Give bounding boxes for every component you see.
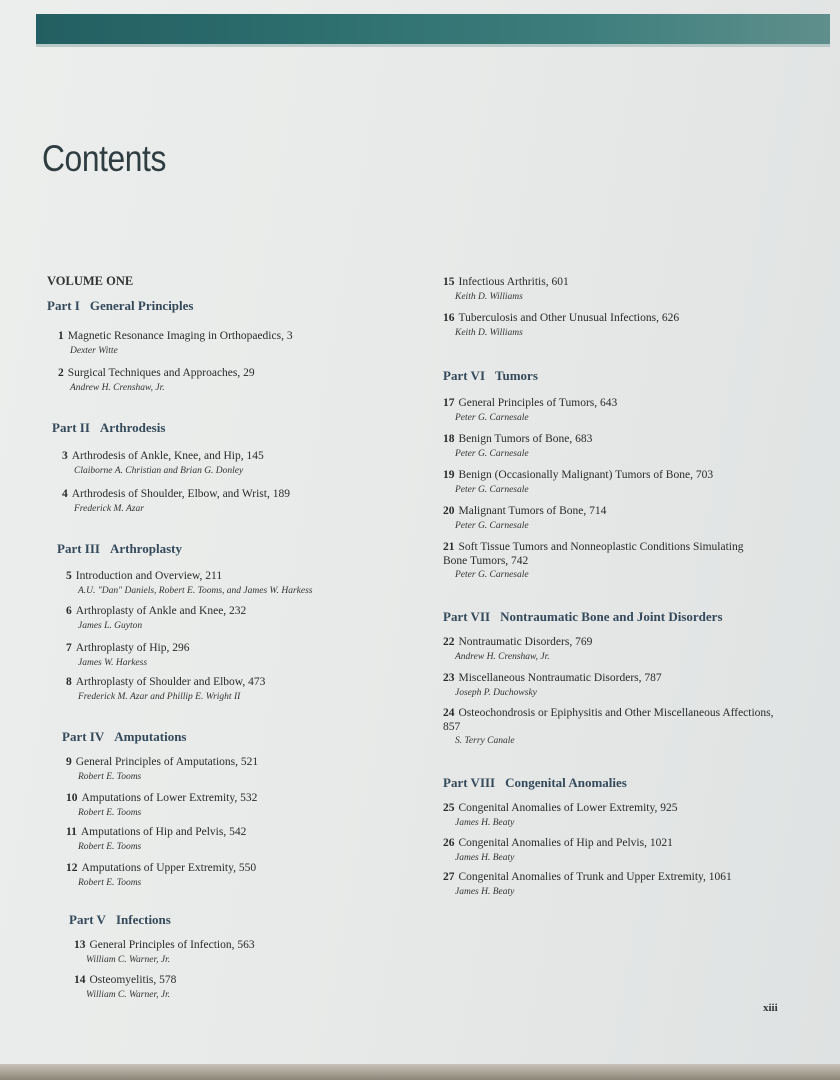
chapter-entry: 13 General Principles of Infection, 563 William C. Warner, Jr. <box>74 939 255 965</box>
chapter-entry: 9 General Principles of Amputations, 521 Robert E. Tooms <box>66 756 259 782</box>
chapter-entry: 1 Magnetic Resonance Imaging in Orthopaedics, 3 Dexter Witte <box>58 330 293 356</box>
chapter-entry: 21 Soft Tissue Tumors and Nonneoplastic Conditions Simulating Bone Tumors, 742 Peter G. Carnesale <box>443 541 744 580</box>
chapter-entry: 14 Osteomyelitis, 578 William C. Warner, Jr. <box>74 974 177 1000</box>
chapter-entry: 27 Congenital Anomalies of Trunk and Upper Extremity, 1061 James H. Beaty <box>443 871 732 897</box>
chapter-entry: 25 Congenital Anomalies of Lower Extremity, 925 James H. Beaty <box>443 802 678 828</box>
chapter-entry: 8 Arthroplasty of Shoulder and Elbow, 473 Frederick M. Azar and Phillip E. Wright II <box>66 676 266 702</box>
chapter-entry: 5 Introduction and Overview, 211 A.U. "Dan" Daniels, Robert E. Tooms, and James W. Harkess <box>66 570 313 596</box>
part-heading: Part VIII Congenital Anomalies <box>443 775 627 790</box>
chapter-entry: 23 Miscellaneous Nontraumatic Disorders, 787 Joseph P. Duchowsky <box>443 672 662 698</box>
chapter-entry: 17 General Principles of Tumors, 643 Peter G. Carnesale <box>443 397 618 423</box>
chapter-entry: 7 Arthroplasty of Hip, 296 James W. Harkess <box>66 642 190 668</box>
header-rule <box>36 44 830 47</box>
header-color-bar <box>36 14 830 44</box>
chapter-entry: 18 Benign Tumors of Bone, 683 Peter G. Carnesale <box>443 433 593 459</box>
chapter-entry: 4 Arthrodesis of Shoulder, Elbow, and Wrist, 189 Frederick M. Azar <box>62 488 290 514</box>
chapter-entry: 3 Arthrodesis of Ankle, Knee, and Hip, 145 Claiborne A. Christian and Brian G. Donley <box>62 450 264 476</box>
part-heading: Part I General Principles <box>47 298 194 313</box>
chapter-entry: 22 Nontraumatic Disorders, 769 Andrew H. Crenshaw, Jr. <box>443 636 593 662</box>
part-heading: Part II Arthrodesis <box>52 420 166 435</box>
volume-heading: VOLUME ONE <box>47 274 134 288</box>
chapter-entry: 19 Benign (Occasionally Malignant) Tumors of Bone, 703 Peter G. Carnesale <box>443 469 714 495</box>
chapter-entry: 24 Osteochondrosis or Epiphysitis and Other Miscellaneous Affections, 857 S. Terry Canale <box>443 707 774 746</box>
chapter-entry: 15 Infectious Arthritis, 601 Keith D. Williams <box>443 276 569 302</box>
chapter-entry: 12 Amputations of Upper Extremity, 550 Robert E. Tooms <box>66 862 257 888</box>
chapter-entry: 20 Malignant Tumors of Bone, 714 Peter G. Carnesale <box>443 505 607 531</box>
chapter-entry: 16 Tuberculosis and Other Unusual Infections, 626 Keith D. Williams <box>443 312 680 338</box>
part-heading: Part III Arthroplasty <box>57 541 182 556</box>
part-heading: Part VI Tumors <box>443 368 538 383</box>
chapter-entry: 26 Congenital Anomalies of Hip and Pelvis, 1021 James H. Beaty <box>443 837 673 863</box>
part-heading: Part VII Nontraumatic Bone and Joint Disorders <box>443 609 723 624</box>
chapter-entry: 2 Surgical Techniques and Approaches, 29 Andrew H. Crenshaw, Jr. <box>58 367 255 393</box>
chapter-entry: 6 Arthroplasty of Ankle and Knee, 232 James L. Guyton <box>66 605 247 631</box>
page-title: Contents <box>42 138 166 179</box>
page-bottom-edge <box>0 1064 840 1080</box>
chapter-entry: 10 Amputations of Lower Extremity, 532 Robert E. Tooms <box>66 792 258 818</box>
part-heading: Part V Infections <box>69 912 171 927</box>
page-number: xiii <box>763 1002 778 1014</box>
chapter-entry: 11 Amputations of Hip and Pelvis, 542 Robert E. Tooms <box>66 826 247 852</box>
part-heading: Part IV Amputations <box>62 729 187 744</box>
